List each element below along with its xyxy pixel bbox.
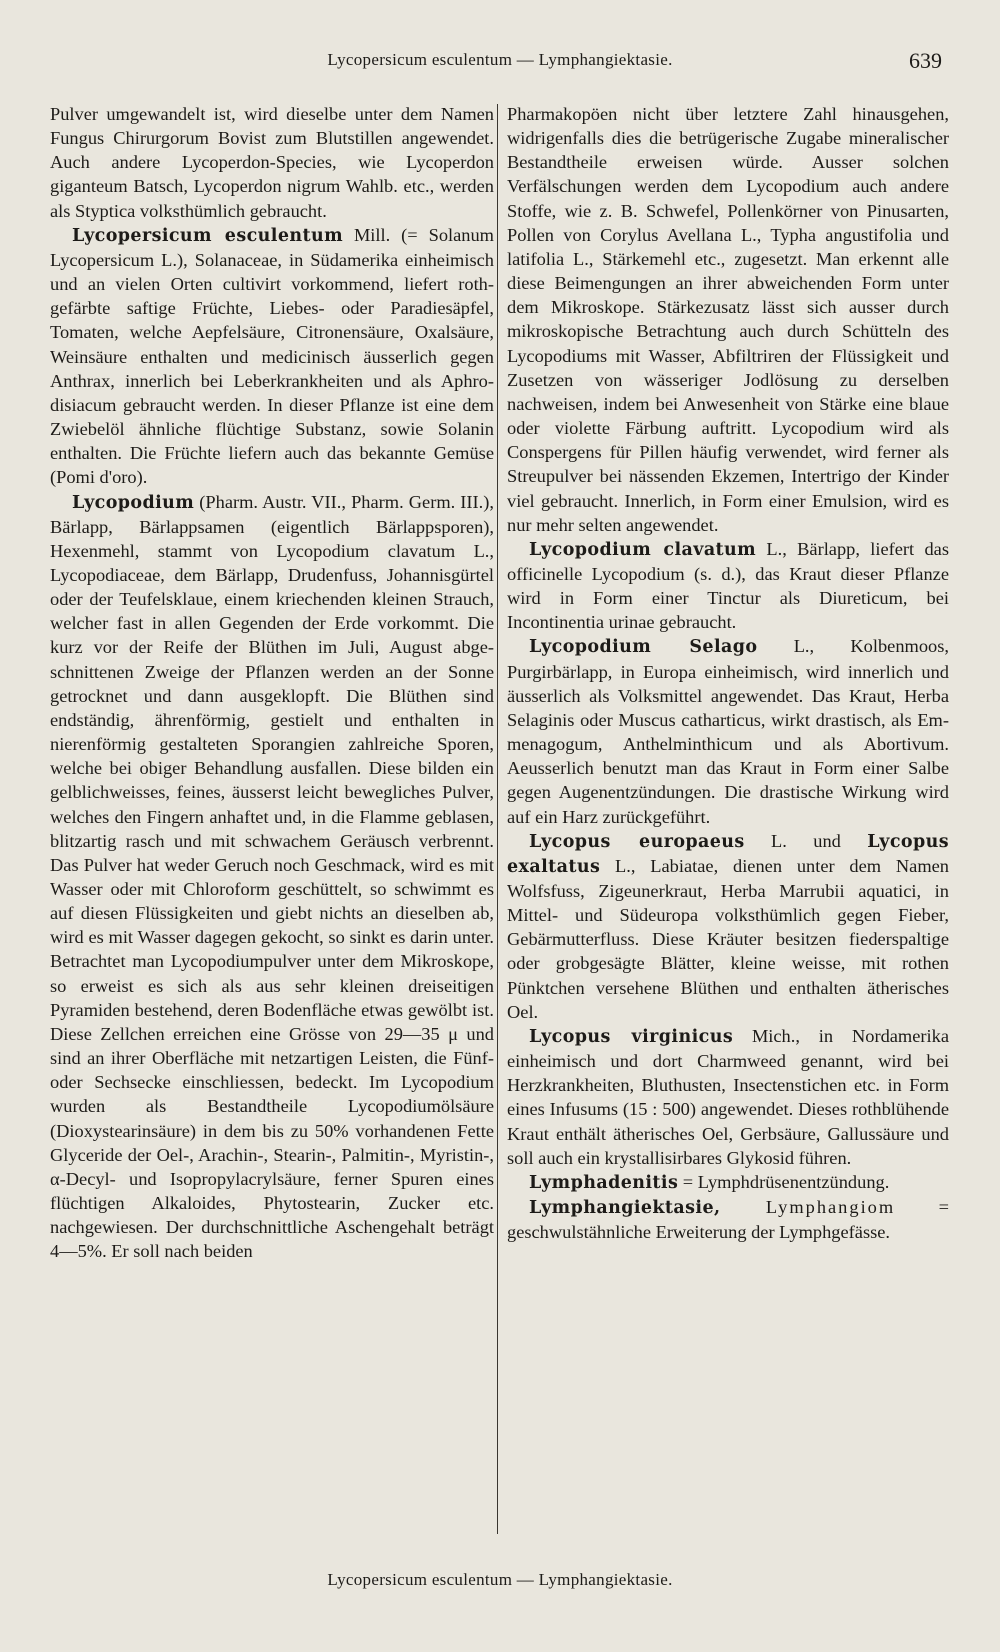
entry-text: = Lymphdrüsenentzündung. xyxy=(678,1171,890,1192)
page-number: 639 xyxy=(909,48,942,73)
entry-lymphangiektasie xyxy=(507,1195,949,1244)
entry-text: Mill. (= Solanum Lycopersicum L.), Solanaceae, in Südamerika einheimisch und an vielen Orten cultivirt vorkommend, liefert rothgefärbte saftige Früchte, Liebes- oder Paradiesäpfel, Tomaten, welche Aepfelsäure, Citronensäure, Oxalsäure, Weinsäure enthalten und medicinisch äusserlich gegen Anthrax, innerlich bei Leberkrankheiten und als Aphrodisiacum gebraucht werden. In dieser Pflanze ist eine dem Zwiebelöl ähnliche flüchtige Substanz, sowie Solanin enthalten. Die Früchte liefern auch das bekannte Gemüse (Pomi d'oro). xyxy=(50,224,494,488)
headword: Lymphangiektasie, xyxy=(529,1198,721,1219)
running-footer: Lycopersicum esculentum — Lymphangiektasie. xyxy=(327,1570,673,1589)
right-column xyxy=(507,102,949,1244)
headword: Lycopersicum esculentum xyxy=(72,225,343,246)
entry-lycopus-europaeus xyxy=(507,829,949,1024)
entry-text: = geschwulstähnliche Erweiterung der Lymphgefässe. xyxy=(507,1197,949,1243)
entry-lycopodium xyxy=(50,490,494,1264)
headword: Lycopodium xyxy=(72,492,195,513)
entry-text: L., Bärlapp, liefert das officinelle Lycopodium (s. d.), das Kraut dieser Pflanze wird in Form einer Tinctur als Diureticum, bei Incontinentia urinae gebraucht. xyxy=(507,538,949,633)
paragraph-continuation: Pulver umgewandelt ist, wird dieselbe unter dem Namen Fungus Chirurgorum Bovist zum Blutstillen angewendet. Auch andere Lycoperdon-Species, wie Lycoperdon giganteum Batsch, Lycoperdon nigrum Wahlb. etc., werden als Styptica volksthümlich gebraucht. xyxy=(50,104,494,221)
headword: Lycopodium Selago xyxy=(529,637,758,658)
headword: Lycopus virginicus xyxy=(529,1026,734,1047)
entry-text: (Pharm. Austr. VII., Pharm. Germ. III.), Bärlapp, Bärlappsamen (eigentlich Bärlappsporen), Hexenmehl, stammt von Lycopodium clavatum L., Lycopodiaceae, dem Bärlapp, Drudenfuss, Johannisgürtel oder der Teufelsklaue, einem kriechenden kleinen Strauch, welcher fast in allen Gegenden der Erde vorkommt. Die kurz vor der Reife der Blüthen im Juli, August abgeschnittenen Zweige der Pflanzen werden an der Sonne getrocknet und dann ausgeklopft. Die Blüthen sind endständig, ährenförmig, gestielt und enthalten in nierenförmig gestalteten Sporangien zahlreiche Sporen, welche bei obiger Behandlung ausfallen. Diese bilden ein gelblichweisses, feines, äusserst leicht bewegliches Pulver, welches den Fingern anhaftet und, in die Flamme geblasen, blitzartig rasch und mit schwachem Geräusch verbrennt. Das Pulver hat weder Geruch noch Geschmack, wird es mit Wasser oder mit Chloroform geschüttelt, so schwimmt es auf diesen Flüssigkeiten und giebt nichts an dieselben ab, wird es mit Wasser dagegen gekocht, so sinkt es darin unter. Betrachtet man Lycopodiumpulver unter dem Mikroskope, so erweist es sich als aus sehr kleinen dreiseitigen Pyramiden bestehend, deren Bodenfläche etwas gewölbt ist. Diese Zellchen erreichen eine Grösse von 29—35 μ und sind an ihrer Oberfläche mit netzartigen Leisten, die Fünf- oder Sechsecke einschliessen, bedeckt. Im Lycopodium wurden als Bestandtheile Lycopodiumölsäure (Dioxystearinsäure) in dem bis zu 50% vorhandenen Fette Glyceride der Oel-, Arachin-, Stearin-, Palmitin-, Myristin-, α-Decyl- und Isopropylacrylsäure, ferner Spuren eines flüchtigen Alkaloides, Phytostearin, Zucker etc. nachgewiesen. Der durchschnittliche Aschengehalt beträgt 4—5%. Er soll nach beiden xyxy=(50,491,494,1262)
header-title: Lycopersicum esculentum — Lymphangiektasie. xyxy=(327,50,673,69)
left-column xyxy=(50,102,494,1264)
entry-connector: L. und xyxy=(744,830,868,851)
entry-text: L., Labiatae, dienen unter dem Namen Wolfsfuss, Zigeunerkraut, Herba Marrubii aquatici, in Mittel- und Südeuropa volksthümlich gegen Fieber, Gebärmutterfluss. Diese Kräuter besitzen fiederspaltige oder grobgesägte Blätter, kleine weisse, mit rothen Pünktchen versehene Blüthen und enthalten ätherisches Oel. xyxy=(507,855,949,1022)
entry-text: L., Kolbenmoos, Purgirbärlapp, in Europa einheimisch, wird innerlich und äusserlich als Volksmittel angewendet. Das Kraut, Herba Selaginis oder Muscus catharticus, wirkt drastisch, als Emmenagogum, Anthelminthicum und als Abortivum. Aeusserlich benutzt man das Kraut in Form einer Salbe gegen Augenentzündungen. Die drastische Wirkung wird auf ein Harz zurückgeführt. xyxy=(507,636,949,827)
entry-lycopodium-clavatum xyxy=(507,537,949,635)
paragraph-continuation: Pharmakopöen nicht über letztere Zahl hinausgehen, widrigenfalls dies die betrügerische Zugabe mineralischer Bestandtheile erweisen würde. Ausser solchen Verfälschungen werden dem Lycopodium auch andere Stoffe, wie z. B. Schwefel, Pollenkörner von Pinusarten, Pollen von Corylus Avellana L., Typha angustifolia und latifolia L., Stärkemehl etc., zugesetzt. Man erkennt alle diese Beimengungen an ihrer abweichenden Form unter dem Mikroskope. Stärkezusatz lässt sich ausser durch mikroskopische Betrachtung auch durch Schütteln des Lycopodiums mit Wasser, Abfiltriren der Flüssigkeit und Zusetzen von wässeriger Jodlösung zu derselben nachweisen, indem bei Anwesenheit von Stärke eine blaue oder violette Färbung auftritt. Lycopodium wird als Conspergens für Pillen häufig verwendet, wird ferner als Streupulver bei nässenden Ekzemen, Intertrigo der Kinder viel gebraucht. Innerlich, in Form einer Emulsion, wird es nur mehr selten angewendet. xyxy=(507,104,949,535)
headword: Lycopus exaltatus xyxy=(507,831,949,877)
entry-lymphadenitis xyxy=(507,1170,949,1195)
running-header xyxy=(0,46,1000,76)
headword: Lycopus europaeus xyxy=(529,831,745,852)
column-divider xyxy=(497,104,498,1534)
entry-text: Mich., in Nordamerika einheimisch und dort Charmweed genannt, wird bei Herzkrankheiten, Bluthusten, Insectenstichen etc. in Form eines Infusums (15 : 500) angewendet. Dieses rothblühende Kraut enthält ätherisches Oel, Gerbsäure, Gallussäure und soll auch ein krystallisirbares Glykosid führen. xyxy=(507,1025,949,1168)
entry-lycopus-virginicus xyxy=(507,1024,949,1170)
entry-lycopersicum-esculentum xyxy=(50,223,494,490)
entry-lycopodium-selago xyxy=(507,634,949,828)
headword: Lymphadenitis xyxy=(529,1172,679,1193)
spaced-term: Lymphangiom xyxy=(720,1197,896,1218)
headword: Lycopodium clavatum xyxy=(529,539,757,560)
